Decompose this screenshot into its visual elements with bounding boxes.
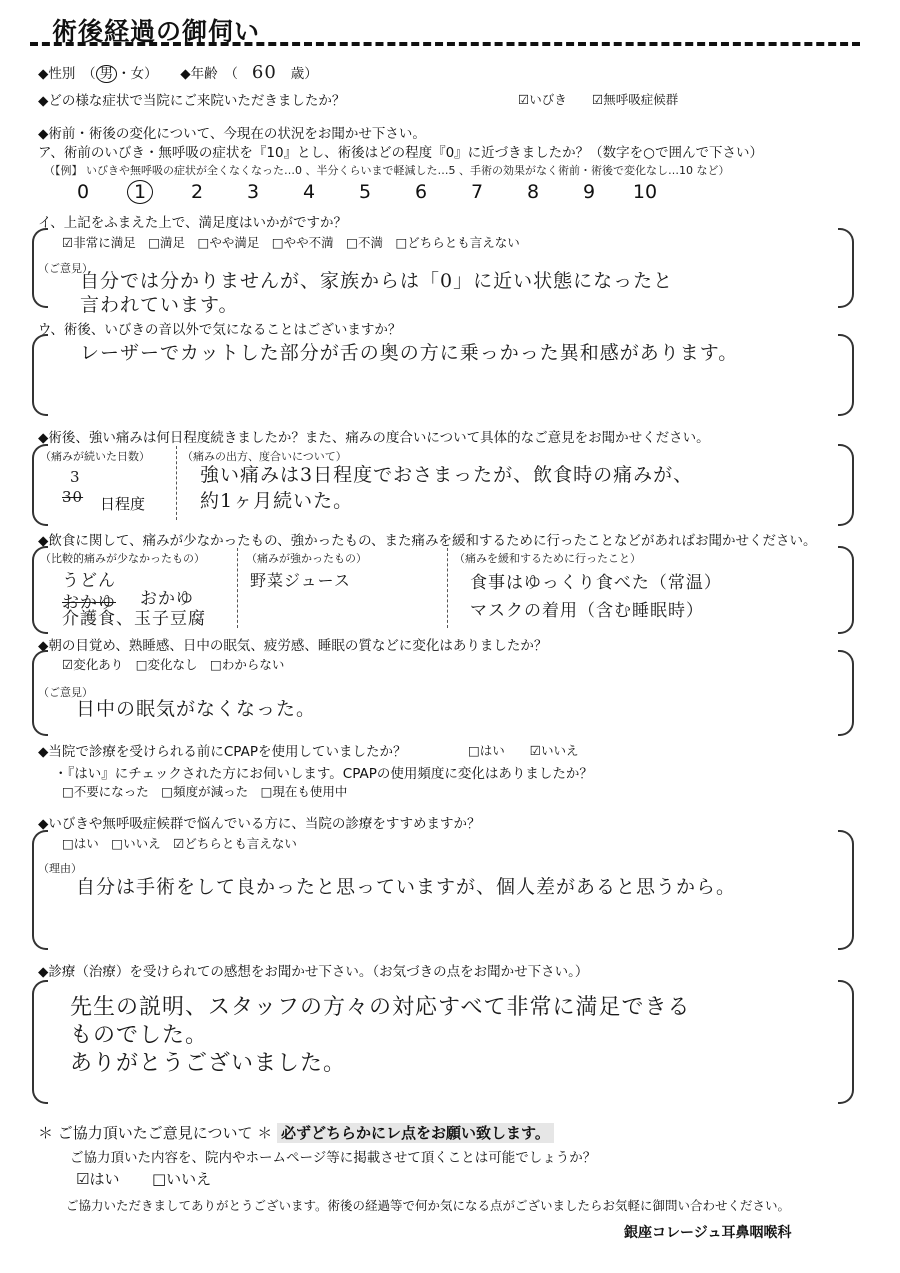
footer-thanks: ご協力いただきましてありがとうございます。術後の経過等で何か気になる点がございましたらお気軽に御問い合わせください。 xyxy=(66,1198,791,1213)
pain-divider xyxy=(176,446,177,520)
clinic-name: 銀座コレージュ耳鼻咽喉科 xyxy=(624,1225,792,1241)
sex-female-option[interactable]: ・女） xyxy=(117,66,158,82)
food-more-pain-label: （痛みが強かったもの） xyxy=(246,552,367,565)
sex-male-option[interactable]: 男 xyxy=(96,65,118,83)
recommend-reason-label: （理由） xyxy=(38,862,82,875)
rating-option-0[interactable]: 0 xyxy=(76,181,90,203)
food-relief-line2: マスクの着用（含む睡眠時） xyxy=(470,601,704,621)
page-title: 術後経過の御伺い xyxy=(52,17,261,46)
pain-days-label: （痛みが続いた日数） xyxy=(40,450,150,463)
consent-heading-bold: 必ずどちらかにレ点をお願い致します。 xyxy=(277,1123,554,1143)
rating-option-8[interactable]: 8 xyxy=(526,181,540,203)
satisfaction-opinion-label: （ご意見） xyxy=(38,262,93,275)
pain-detail-answer-line2: 約1ヶ月続いた。 xyxy=(200,490,354,512)
food-less-pain-line3: 介護食、玉子豆腐 xyxy=(62,609,206,629)
pain-days-value: 3 xyxy=(70,468,81,486)
rating-option-3[interactable]: 3 xyxy=(246,181,260,203)
impression-answer-line2: ものでした。 xyxy=(70,1023,209,1048)
age-label: ◆年齢 （ xyxy=(180,66,238,82)
age-value[interactable]: 60 xyxy=(251,62,277,83)
rating-option-6[interactable]: 6 xyxy=(414,181,428,203)
symptom-question: ◆どの様な症状で当院にご来院いただきましたか？ xyxy=(38,93,346,109)
food-more-pain-line1: 野菜ジュース xyxy=(250,571,351,590)
change-question: ◆術前・術後の変化について、今現在の状況をお聞かせ下さい。 xyxy=(38,126,426,142)
satisfaction-answer-line2: 言われています。 xyxy=(80,294,239,316)
morning-question: ◆朝の目覚め、熟睡感、日中の眠気、疲労感、睡眠の質などに変化はありましたか？ xyxy=(38,638,548,654)
pain-detail-answer-line1: 強い痛みは3日程度でおさまったが、飲食時の痛みが、 xyxy=(200,464,694,486)
rating-option-2[interactable]: 2 xyxy=(190,181,204,203)
age-unit: 歳） xyxy=(290,66,318,82)
sex-label: ◆性別 （ xyxy=(38,66,96,82)
food-question: ◆飲食に関して、痛みが少なかったもの、強かったもの、また痛みを緩和するために行ったことなどがあればお聞かせください。 xyxy=(38,533,817,549)
food-less-pain-line1: うどん xyxy=(62,571,116,591)
satisfaction-question: イ、上記をふまえた上で、満足度はいかがですか？ xyxy=(38,215,348,231)
food-divider-2 xyxy=(447,548,448,628)
impression-bracket-left xyxy=(32,980,48,1104)
satisfaction-answer-line1: 自分では分かりませんが、家族からは「0」に近い状態になったと xyxy=(80,270,674,292)
impression-question: ◆診療（治療）を受けられての感想をお聞かせ下さい。（お気づきの点をお聞かせ下さい。） xyxy=(38,964,589,980)
food-relief-line1: 食事はゆっくり食べた（常温） xyxy=(470,573,722,593)
recommend-options[interactable]: □はい □いいえ ☑どちらとも言えない xyxy=(62,836,297,851)
food-less-pain-label: （比較的痛みが少なかったもの） xyxy=(40,552,205,565)
satisfaction-bracket-right xyxy=(838,228,854,308)
other-bracket-left xyxy=(32,334,48,416)
other-bracket-right xyxy=(838,334,854,416)
consent-heading-row xyxy=(38,1122,554,1143)
pain-detail-label: （痛みの出方、度合いについて） xyxy=(182,450,347,463)
rating-option-5[interactable]: 5 xyxy=(358,181,372,203)
morning-opinion-label: （ご意見） xyxy=(38,686,93,699)
consent-no-option[interactable]: □いいえ xyxy=(152,1170,212,1188)
pain-question: ◆術後、強い痛みは何日程度続きましたか？また、痛みの度合いについて具体的なご意見をお聞かせください。 xyxy=(38,430,710,446)
consent-heading: ＊ ご協力頂いたご意見について ＊ xyxy=(38,1124,273,1142)
satisfaction-options[interactable]: ☑非常に満足 □満足 □やや満足 □やや不満 □不満 □どちらとも言えない xyxy=(62,235,520,250)
pain-days-struck: 30 xyxy=(62,488,84,506)
rating-option-9[interactable]: 9 xyxy=(582,181,596,203)
rating-option-4[interactable]: 4 xyxy=(302,181,316,203)
recommend-question: ◆いびきや無呼吸症候群で悩んでいる方に、当院の診療をすすめますか？ xyxy=(38,816,481,832)
symptom-option-apnea[interactable]: ☑無呼吸症候群 xyxy=(592,92,679,107)
impression-bracket-right xyxy=(838,980,854,1104)
rating-scale xyxy=(55,180,673,204)
food-relief-label: （痛みを緩和するために行ったこと） xyxy=(454,552,641,565)
change-sub-question: ア、術前のいびき・無呼吸の症状を『10』とし、術後はどの程度『0』に近づきましたか？（数字を○で囲んで下さい） xyxy=(38,145,763,161)
morning-bracket-right xyxy=(838,650,854,736)
rating-option-10[interactable]: 10 xyxy=(632,181,658,203)
food-divider-1 xyxy=(237,548,238,628)
rating-option-1[interactable]: 1 xyxy=(127,180,153,204)
impression-answer-line3: ありがとうございました。 xyxy=(70,1051,347,1076)
food-bracket-right xyxy=(838,546,854,634)
symptom-option-snoring[interactable]: ☑いびき xyxy=(518,92,567,107)
rating-option-7[interactable]: 7 xyxy=(470,181,484,203)
other-concern-question: ウ、術後、いびきの音以外で気になることはございますか？ xyxy=(38,322,402,338)
pain-days-unit: 日程度 xyxy=(100,495,146,513)
morning-answer: 日中の眠気がなくなった。 xyxy=(76,698,317,720)
cpap-sub-question: ・『はい』にチェックされた方にお伺いします。CPAPの使用頻度に変化はありましたか？ xyxy=(54,766,593,782)
consent-yes-option[interactable]: ☑はい xyxy=(76,1170,120,1188)
other-concern-answer: レーザーでカットした部分が舌の奥の方に乗っかった異和感があります。 xyxy=(80,342,739,364)
cpap-options[interactable]: □はい ☑いいえ xyxy=(468,743,579,758)
title-divider xyxy=(30,42,860,46)
cpap-sub-options[interactable]: □不要になった □頻度が減った □現在も使用中 xyxy=(62,784,348,799)
cpap-question: ◆当院で診療を受けられる前にCPAPを使用していましたか？ xyxy=(38,744,407,760)
morning-options[interactable]: ☑変化あり □変化なし □わからない xyxy=(62,657,285,672)
sex-age-row xyxy=(38,62,318,83)
change-example: （【例】 いびきや無呼吸の症状が全くなくなった…0 、半分くらいまで軽減した…5 、手術の効果がなく術前・術後で変化なし…10 など） xyxy=(44,164,730,177)
recommend-bracket-left xyxy=(32,830,48,950)
recommend-bracket-right xyxy=(838,830,854,950)
recommend-reason-answer: 自分は手術をして良かったと思っていますが、個人差があると思うから。 xyxy=(76,876,737,898)
pain-bracket-right xyxy=(838,444,854,526)
consent-question: ご協力頂いた内容を、院内やホームページ等に掲載させて頂くことは可能でしょうか？ xyxy=(70,1150,597,1166)
impression-answer-line1: 先生の説明、スタッフの方々の対応すべて非常に満足できる xyxy=(70,995,691,1020)
food-less-pain-struck: おかゆ xyxy=(62,593,116,613)
food-less-pain-line2: おかゆ xyxy=(140,589,194,609)
